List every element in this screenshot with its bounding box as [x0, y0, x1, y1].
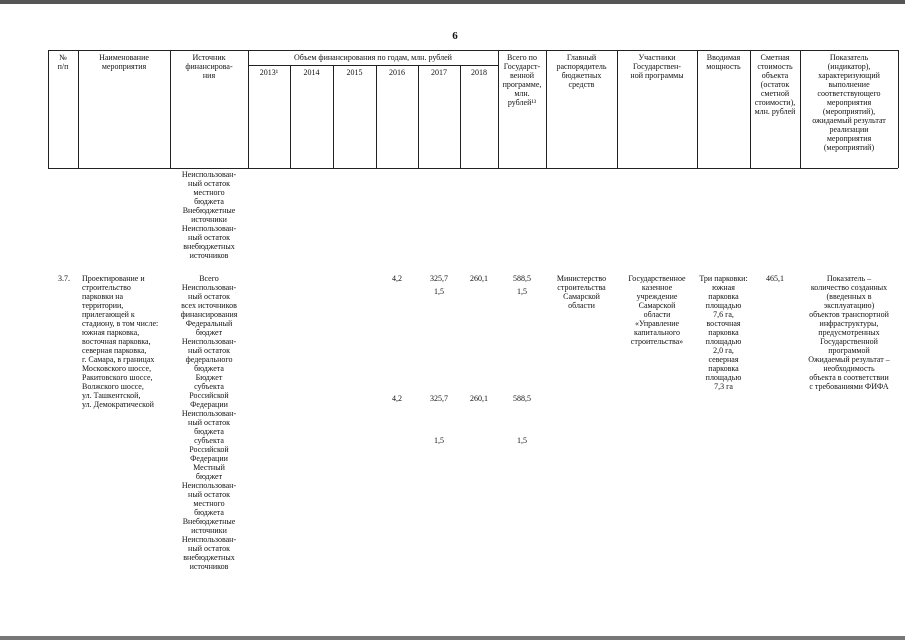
carryover-sources: Неиспользован- ный остаток местного бюджета Внебюджетные источники Неиспользован- ный остаток внебюджетных источников [181, 170, 237, 260]
header-manager: Главный распорядитель бюджетных средств [556, 53, 607, 89]
header-year-2018: 2018 [471, 68, 487, 77]
cell-total-2018: 260,1 [470, 274, 488, 283]
cell-total-2016: 4,2 [392, 274, 402, 283]
row-indicator: Показатель – количество созданных (введенных в эксплуатацию) объектов транспортной инфраструктуры, предусмотренных Государственной программой Ожидаемый результат – необходимость объекта в соответствии с требованиями ФИФА [808, 274, 890, 391]
header-num: № п/п [57, 53, 69, 71]
header-funding: Объем финансирования по годам, млн. рублей [294, 53, 452, 62]
header-name: Наименование мероприятия [99, 53, 149, 71]
cell-unused-all: 1,5 [517, 287, 527, 296]
header-total: Всего по Государст- венной программе, млн. рублей¹³ [502, 53, 542, 107]
row-cost: 465,1 [766, 274, 784, 283]
scan-edge-bottom [0, 636, 905, 640]
row-num: 3.7. [58, 274, 70, 283]
row-capacity: Три парковки: южная парковка площадью 7,6 га, восточная парковка площадью 2,0 га, северная парковка площадью 7,3 га [699, 274, 748, 391]
page-number: 6 [452, 30, 458, 42]
header-year-2014: 2014 [303, 68, 320, 77]
cell-regional-unused-all: 1,5 [517, 436, 527, 445]
cell-total-all: 588,5 [513, 274, 531, 283]
header-year-2015: 2015 [346, 68, 363, 77]
cell-regional-2017: 325,7 [430, 394, 448, 403]
row-manager: Министерство строительства Самарской области [556, 274, 607, 310]
header-year-2013: 2013¹ [259, 68, 279, 77]
row-name: Проектирование и строительство парковки на территории, прилегающей к стадиону, в том числе: южная парковка, восточная парковка, северная парковка, г. Самара, в границах Московского шоссе, Ракитовского шоссе, Волжского шоссе, ул. Ташкентской, ул. Демократической [82, 274, 159, 409]
header-source: Источник финансирова- ния [185, 53, 233, 80]
row-participants: Государственное казенное учреждение Самарской области «Управление капитального строительства» [628, 274, 686, 346]
cell-unused-2017: 1,5 [434, 287, 444, 296]
cell-regional-all: 588,5 [513, 394, 531, 403]
header-participants: Участники Государствен- ной программы [630, 53, 684, 80]
header-capacity: Вводимая мощность [706, 53, 741, 71]
cell-total-2017: 325,7 [430, 274, 448, 283]
cell-regional-unused-2017: 1,5 [434, 436, 444, 445]
header-cost: Сметная стоимость объекта (остаток сметной стоимости), млн. рублей [754, 53, 796, 116]
header-indicator: Показатель (индикатор), характеризующий выполнение соответствующего мероприятия (мероприятий), ожидаемый результат реализации мероприятия (мероприятий) [812, 53, 886, 152]
cell-regional-2018: 260,1 [470, 394, 488, 403]
scan-edge-top [0, 0, 905, 4]
row-sources: Всего Неиспользован- ный остаток всех источников финансирования Федеральный бюджет Неиспользован- ный остаток федерального бюджета Бюджет субъекта Российской Федерации Неиспользован- ный остаток бюджета субъекта Российской Федерации Местный бюджет Неиспользован- ный остаток местного бюджета Внебюджетные источники Неиспользован- ный остаток внебюджетных источников [180, 274, 238, 571]
header-year-2016: 2016 [389, 68, 405, 77]
cell-regional-2016: 4,2 [392, 394, 402, 403]
header-year-2017: 2017 [431, 68, 447, 77]
